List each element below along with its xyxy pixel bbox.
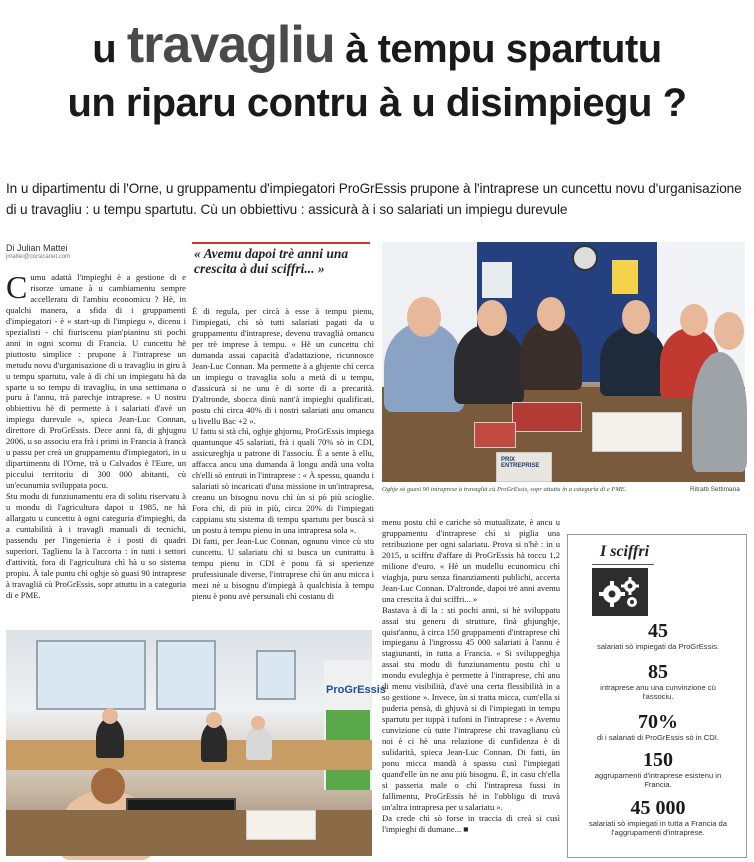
col1-paragraph-2: Stu modu di funziunamentu era di solitu riservatu à u mondu di l'agricultura dapoi u 1985, ne hà allargatu u cuncettu à ogni categuria d'impieghi, da a cuntabilità à i travagli manuali di tecnichi, passendu per l'ingenieria è i posti di quadri superiori. Taglienu la à l'accorta : in tutti i settori d'attività, fora di l'agricultura chì hà u so sistema propiu. À tale puntu chì oghje sò guasi 90 intraprese à travaglià cù ProGrEssis, sopr attuttu in a categuria di e PME. <box>6 491 186 600</box>
stat-label: intraprese anu una cunvinzione cù l'associu. <box>600 683 716 701</box>
article-column-4 <box>382 517 560 862</box>
stat-aggrupamenti <box>568 749 748 789</box>
stat-salariati <box>568 620 748 651</box>
col2-paragraph-3: Di fatti, per Jean-Luc Connan, ognunu vince cù stu cuncettu. U salariatu chì si busca un cuntrattu à tempu pienu in CDI è ponu fà si sperienze prufessiunale diverse, l'intraprese chì ùn anu micca i mezi nè u bisognu d'impiegà à qualchisia à tempu pienu è ponu avè persunali chì costanu di <box>192 536 374 601</box>
stat-label: salariati sò impiegati da ProGrEssis. <box>597 642 719 651</box>
prix-sign: PRIX ENTREPRISE <box>496 452 552 482</box>
stat-number: 45 000 <box>630 797 686 819</box>
headline-big: travagliu <box>126 16 335 74</box>
stat-number: 85 <box>648 661 668 683</box>
lede: In u dipartimentu di l'Orne, u gruppamentu d'impiegatori ProGrEssis prupone à l'intraprese un cuncettu novu d'urganisazione di u travagliu : u tempu spartutu. Cù un obbiettivu : assicurà à i so salariati un impiegu durevule <box>6 181 742 217</box>
drop-cap: C <box>6 269 28 305</box>
author-email[interactable]: jmattei@corsicanet.com <box>6 254 71 260</box>
box-title: I sciffri <box>600 543 650 560</box>
progressis-sign: ProGrEssis <box>326 684 386 696</box>
stat-label: di i salariati di ProGrEssis sò in CDI. <box>597 733 719 742</box>
headline-pre: u <box>92 27 117 71</box>
meeting-photo <box>382 242 745 482</box>
article-column-2 <box>192 306 374 622</box>
photo-credit: Ritratti Settimana <box>690 486 740 493</box>
stat-intraprese <box>568 661 748 701</box>
office-photo <box>6 630 386 856</box>
byline: Di Julian Mattei <box>6 243 68 253</box>
key-figures-box <box>567 534 747 858</box>
stat-francia <box>568 797 748 837</box>
col4-paragraph-2: Bastava à dì la : sti pochi anni, si hè sviluppatu assai stu generu di strutture, finà ghjunghje, quist'annu, à circa 150 gruppamenti d'intraprese chì impieganu à l'ingrossu 45 000 salariati à l'annu è stagiunanti, in tutta a Francia. « Si sviluppeghja assai stu modu di funziunamentu postu chì u mondu evuleghja è permette à l'intraprese, chì anu di menu visibilità, d'avè una certa flessibilità in a so gestione ». Invece, ùn si tratta micca, cum'ella si puderia pensà, di ghjuvà si di l'impiegati in tempu spartutu per tuppà i tufoni in l'intraprese : « Avemu cunvizione cù tutte l'intraprese chì travaglianu cù noi è ci hè una relazione di cunfidenza è di sulidarità, spieca Jean-Luc Connan. Di fatti, ùn ponu micca mandà à spassu cusì l'impiegati quand'elle ùn ne anu più bisognu. È, in casu ch'ella si passeria male o chì l'intrapresa fussi in fallimentu, ProGrEssis hè in l'obbligu di truvà un'altra intrapresa per u salariatu ». <box>382 604 560 812</box>
headline-line2: un riparu contru à u disimpiegu ? <box>67 81 687 125</box>
gears-icon <box>592 568 648 616</box>
photo-caption: Oghje sò guasi 90 intraprese à travaglià cù ProGrEssis, sopr attuttu in a categuria di e PME. <box>382 486 627 493</box>
headline <box>0 18 754 130</box>
stat-number: 70% <box>638 711 678 733</box>
box-rule <box>592 564 654 565</box>
col2-paragraph-1: È di regula, per circà à esse à tempu pienu, l'impiegati, chì sò tutti salariati pagati da u gruppamentu d'intraprese, devenu travaglià omancu per trè imprese à tempu. « Hè un cuncettu chì dumanda assai capacità d'adattazione, ricunnosce Jean-Luc Connan. Ma permette à a ghjente chì cerca un impiegu o travaglia solu a metà di u tempu, d'assicurà si ne unu è di sorte di a precarità. D'altronde, sbocca dinù nant'à impieghi qualificati, postu chì circa 40% di i nostri salariati anu omancu u livellu Bac +2 ». <box>192 306 374 426</box>
stat-label: aggrupamenti d'intraprese esistenu in Francia. <box>594 771 722 789</box>
headline-post: à tempu spartutu <box>345 27 662 71</box>
col4-paragraph-1: menu postu chì e cariche sò mutualizate, è ancu u gruppamentu d'intraprese chì si piglia una retribuzione per ogni salariatu. Prova si n'hè : in u 2015, u sciffru d'affare di ProGrEssis hà toccu 1,2 milione d'euro. « Hè un mudellu ecunomicu chì viaghja, puru senza finanziamenti publichi, accerta Jean-Luc Connan. D'altronde, dapoi trè anni avemu una crescita à dui sciffri... » <box>382 517 560 604</box>
pull-quote: « Avemu dapoi trè anni una crescita à dui sciffri... » <box>194 247 369 276</box>
col4-paragraph-3: Da crede chì sò forse in traccia di creà si cusì l'impieghi di dumane... ■ <box>382 812 560 834</box>
stat-number: 150 <box>643 749 673 771</box>
article-column-1 <box>6 269 186 618</box>
stat-cdi <box>568 711 748 742</box>
col1-paragraph-1: umu adattà l'impieghi è a gestione di e risorze umane à u cambiamentu sempre accelleratu di l'ambiu economicu ? Hè, in qualchi manera, a sfida di i gruppamenti d'impiegatori - è « start-up di l'impiegu », dicenu i spezialisti - chì fiuriscenu pian'pianinu sti pochi anni in ogni scornu di Francia. U cuncettu hè piuttostu simplice : prupone à l'intraprese un metudu novu d'urganisazione di u travagliu in giru à u tempu spartutu, vale à dì chì un impiegatu hà da sparte u so tempu di travagliu, in una settimana o puru à l'annu, trà parechje intraprese. « U nostru obbiettivu hè di permette à i salariati d'avè un impiegu durevule », spieca Jean-Luc Connan, direttore di ProGrEssis. Dece anni fà, di ghjugnu 2006, u so associu era frà i primi in Francia à francà u passu per creà un gruppamentu d'impiegatori, in u dipartimentu di l'Orne, trà u Calvados è l'Eure, un piccului territoriu di 300 000 abitanti, cù un'ecunumia sviluppata pocu. <box>6 272 186 491</box>
stat-label: salariati sò impiegati in tutta a Francia da l'aggrupamenti d'intraprese. <box>588 819 728 837</box>
col2-paragraph-2: U fattu si stà chì, oghje ghjornu, ProGrEssis impiega quantunque 45 salariati, frà i quali 70% sò in CDI, assicureghja u patrone di l'associu. È a sente à ellu, affacca ancu una dumanda à longu andà una volta ch'elli sò entruti in l'intraprese : « À spessu, quandu i salariati sò incaricati d'una missione in un'intrapresa, creanu un bisognu novu chì ùn si pò più scioglie. Fora chì, di più in più, circa 20% di l'impiegati cappianu stu sistema di tempu spartutu per buscà si un postu à tempu pienu in una intrapresa sola ». <box>192 426 374 536</box>
stat-number: 45 <box>648 620 668 642</box>
